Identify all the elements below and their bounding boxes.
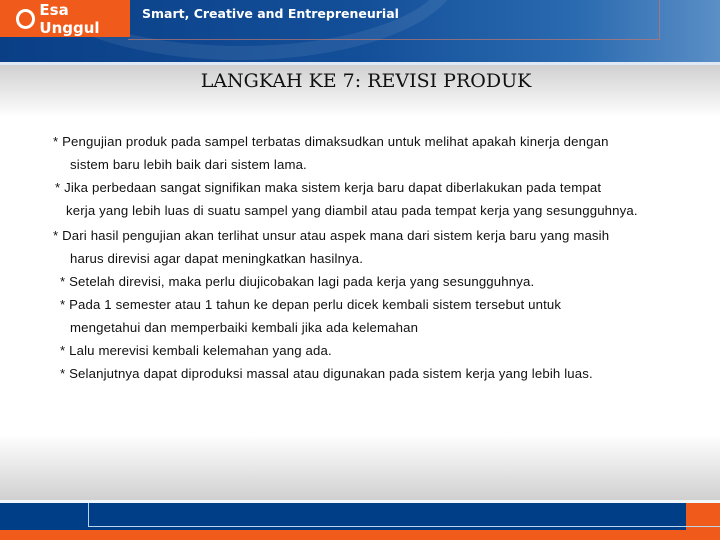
logo-icon bbox=[16, 9, 35, 29]
logo bbox=[0, 0, 130, 37]
bullet-line: sistem baru lebih baik dari sistem lama. bbox=[70, 157, 307, 172]
tagline: Smart, Creative and Entrepreneurial bbox=[142, 6, 399, 21]
bullet-line: mengetahui dan memperbaiki kembali jika ada kelemahan bbox=[70, 320, 419, 335]
bullet-line: * Lalu merevisi kembali kelemahan yang ada. bbox=[60, 343, 332, 358]
slide-header bbox=[0, 0, 720, 64]
slide-footer bbox=[0, 500, 720, 540]
slide-title: LANGKAH KE 7: REVISI PRODUK bbox=[200, 70, 532, 92]
bullet-line: harus direvisi agar dapat meningkatkan hasilnya. bbox=[70, 251, 364, 266]
bullet-line: * Jika perbedaan sangat signifikan maka sistem kerja baru dapat diberlakukan pada tempat bbox=[55, 180, 602, 195]
logo-text: Esa Unggul bbox=[39, 0, 100, 37]
bullet-line: * Pada 1 semester atau 1 tahun ke depan perlu dicek kembali sistem tersebut untuk bbox=[60, 297, 562, 312]
bullet-line: * Setelah direvisi, maka perlu diujicobakan lagi pada kerja yang sesungguhnya. bbox=[60, 274, 535, 289]
footer-frame-decoration bbox=[88, 503, 720, 527]
bullet-line: kerja yang lebih luas di suatu sampel yang diambil atau pada tempat kerja yang sesungguhnya. bbox=[66, 203, 638, 218]
bullet-line: * Pengujian produk pada sampel terbatas dimaksudkan untuk melihat apakah kinerja dengan bbox=[53, 134, 609, 149]
bullet-line: * Selanjutnya dapat diproduksi massal atau digunakan pada sistem kerja yang lebih luas. bbox=[60, 366, 593, 381]
bullet-line: * Dari hasil pengujian akan terlihat unsur atau aspek mana dari sistem kerja baru yang masih bbox=[53, 228, 610, 243]
